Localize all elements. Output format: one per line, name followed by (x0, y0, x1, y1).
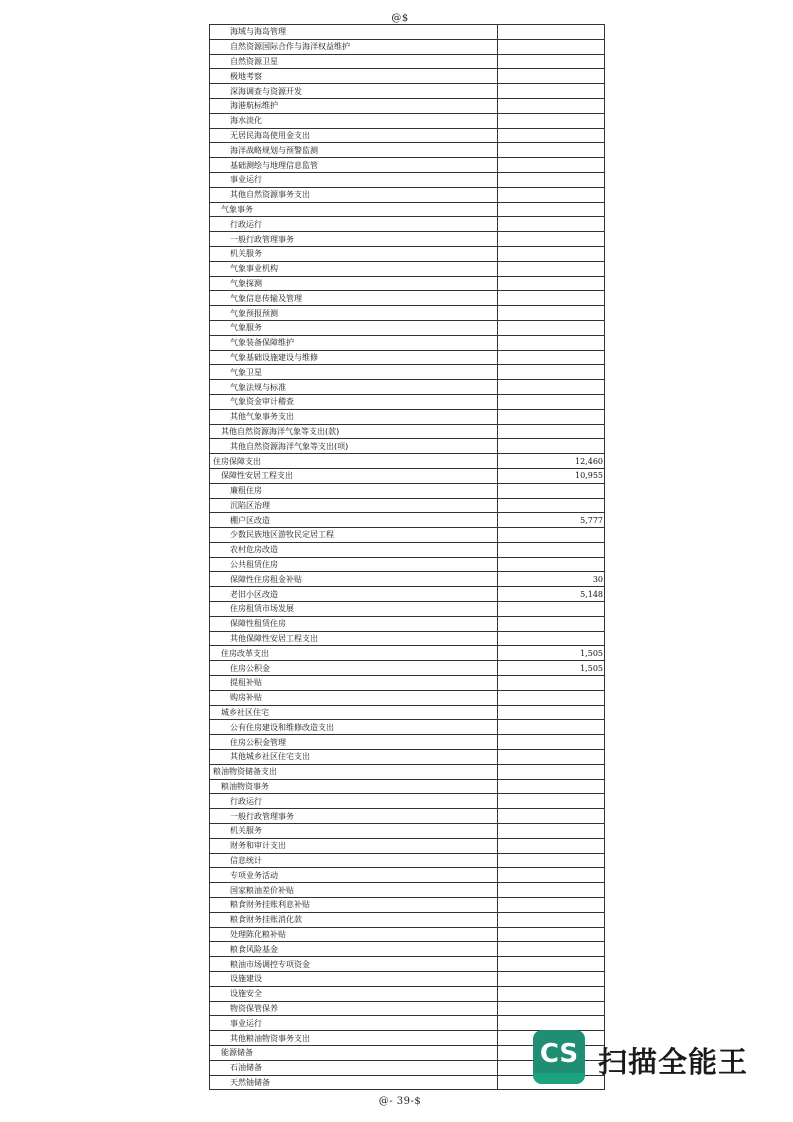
row-amount (498, 365, 605, 380)
row-amount (498, 690, 605, 705)
table-row (210, 468, 605, 483)
row-amount (498, 542, 605, 557)
row-amount (498, 631, 605, 646)
row-amount (498, 720, 605, 735)
page-number: @- 39-$ (378, 1096, 422, 1107)
row-item-name: 处理陈化粮补贴 (210, 927, 498, 942)
table-row (210, 335, 605, 350)
table-row (210, 883, 605, 898)
row-item-name: 财务和审计支出 (210, 838, 498, 853)
row-item-name: 城乡社区住宅 (210, 705, 498, 720)
table-row (210, 809, 605, 824)
row-amount (498, 1016, 605, 1031)
table-row (210, 690, 605, 705)
logo-text: CS (539, 1039, 579, 1069)
table-row (210, 350, 605, 365)
table-row (210, 572, 605, 587)
table-row (210, 513, 605, 528)
row-amount: 30 (498, 572, 605, 587)
row-item-name: 气象预报预测 (210, 306, 498, 321)
table-row (210, 838, 605, 853)
row-amount (498, 557, 605, 572)
row-item-name: 提租补贴 (210, 676, 498, 691)
row-item-name: 无居民海岛使用金支出 (210, 128, 498, 143)
row-item-name: 其他保障性安居工程支出 (210, 631, 498, 646)
row-amount (498, 335, 605, 350)
row-amount (498, 202, 605, 217)
table-row (210, 557, 605, 572)
row-item-name: 粮油物资储备支出 (210, 764, 498, 779)
row-amount (498, 927, 605, 942)
row-item-name: 海域与海岛管理 (210, 25, 498, 40)
row-amount (498, 528, 605, 543)
table-row (210, 942, 605, 957)
row-item-name: 住房公积金管理 (210, 735, 498, 750)
row-item-name: 设施安全 (210, 986, 498, 1001)
row-item-name: 保障性租赁住房 (210, 616, 498, 631)
row-item-name: 极地考察 (210, 69, 498, 84)
row-amount (498, 394, 605, 409)
table-row (210, 113, 605, 128)
table-row (210, 898, 605, 913)
row-amount (498, 676, 605, 691)
table-row (210, 528, 605, 543)
row-item-name: 农村危房改造 (210, 542, 498, 557)
table-row (210, 779, 605, 794)
row-item-name: 行政运行 (210, 217, 498, 232)
table-row (210, 246, 605, 261)
table-row (210, 498, 605, 513)
row-item-name: 沉陷区治理 (210, 498, 498, 513)
row-amount (498, 809, 605, 824)
row-item-name: 粮食财务挂账利息补贴 (210, 898, 498, 913)
row-item-name: 气象卫星 (210, 365, 498, 380)
table-row (210, 824, 605, 839)
table-row (210, 602, 605, 617)
row-item-name: 一般行政管理事务 (210, 232, 498, 247)
table-row (210, 98, 605, 113)
row-amount (498, 779, 605, 794)
row-amount (498, 735, 605, 750)
row-item-name: 海洋战略规划与预警监测 (210, 143, 498, 158)
row-item-name: 海港航标维护 (210, 98, 498, 113)
row-amount (498, 898, 605, 913)
row-item-name: 国家粮油差价补贴 (210, 883, 498, 898)
row-item-name: 天然铀储备 (210, 1075, 498, 1090)
table-row (210, 853, 605, 868)
table-row (210, 54, 605, 69)
table-row (210, 276, 605, 291)
row-amount (498, 986, 605, 1001)
row-item-name: 气象探测 (210, 276, 498, 291)
row-item-name: 物资保管保养 (210, 1001, 498, 1016)
table-body (210, 25, 605, 1090)
row-item-name: 气象事业机构 (210, 261, 498, 276)
table-row (210, 39, 605, 54)
row-item-name: 深海调查与资源开发 (210, 84, 498, 99)
row-amount (498, 54, 605, 69)
row-amount (498, 1001, 605, 1016)
row-item-name: 其他自然资源海洋气象等支出(款) (210, 424, 498, 439)
row-item-name: 廉租住房 (210, 483, 498, 498)
table-row (210, 394, 605, 409)
table-row (210, 661, 605, 676)
table-row (210, 986, 605, 1001)
table-row (210, 187, 605, 202)
row-amount (498, 350, 605, 365)
row-item-name: 住房改革支出 (210, 646, 498, 661)
row-amount (498, 750, 605, 765)
table-row (210, 158, 605, 173)
row-amount: 5,777 (498, 513, 605, 528)
row-amount: 10,955 (498, 468, 605, 483)
row-amount: 1,505 (498, 646, 605, 661)
table-row (210, 1001, 605, 1016)
row-amount (498, 616, 605, 631)
row-item-name: 机关服务 (210, 246, 498, 261)
row-amount (498, 380, 605, 395)
row-item-name: 住房保障支出 (210, 454, 498, 469)
row-amount: 5,148 (498, 587, 605, 602)
row-amount (498, 320, 605, 335)
row-item-name: 机关服务 (210, 824, 498, 839)
table-row (210, 172, 605, 187)
row-amount (498, 306, 605, 321)
table-row (210, 1016, 605, 1031)
row-item-name: 老旧小区改造 (210, 587, 498, 602)
row-item-name: 自然资源国际合作与海洋权益维护 (210, 39, 498, 54)
row-amount (498, 424, 605, 439)
row-amount (498, 942, 605, 957)
row-amount (498, 705, 605, 720)
table-row (210, 454, 605, 469)
row-item-name: 气象资金审计稽查 (210, 394, 498, 409)
table-row (210, 291, 605, 306)
row-item-name: 基础测绘与地理信息监管 (210, 158, 498, 173)
row-item-name: 购房补贴 (210, 690, 498, 705)
row-item-name: 海水淡化 (210, 113, 498, 128)
table-row (210, 676, 605, 691)
table-row (210, 232, 605, 247)
row-item-name: 保障性住房租金补贴 (210, 572, 498, 587)
table-row (210, 705, 605, 720)
table-row (210, 128, 605, 143)
row-item-name: 粮食风险基金 (210, 942, 498, 957)
row-amount (498, 483, 605, 498)
row-item-name: 气象装备保障维护 (210, 335, 498, 350)
table-row (210, 409, 605, 424)
row-amount (498, 187, 605, 202)
row-item-name: 事业运行 (210, 172, 498, 187)
row-item-name: 设施建设 (210, 972, 498, 987)
row-amount (498, 957, 605, 972)
row-item-name: 其他自然资源海洋气象等支出(项) (210, 439, 498, 454)
table-row (210, 972, 605, 987)
row-amount (498, 824, 605, 839)
table-row (210, 69, 605, 84)
row-amount (498, 25, 605, 40)
table-row (210, 764, 605, 779)
budget-expenditure-table (209, 24, 605, 1090)
table-row (210, 424, 605, 439)
row-amount (498, 128, 605, 143)
row-amount (498, 69, 605, 84)
table-row (210, 84, 605, 99)
row-item-name: 住房租赁市场发展 (210, 602, 498, 617)
row-amount (498, 838, 605, 853)
table-row (210, 261, 605, 276)
row-item-name: 一般行政管理事务 (210, 809, 498, 824)
row-item-name: 行政运行 (210, 794, 498, 809)
row-amount (498, 764, 605, 779)
row-item-name: 其他自然资源事务支出 (210, 187, 498, 202)
row-amount (498, 98, 605, 113)
table-row (210, 587, 605, 602)
table-row (210, 306, 605, 321)
row-item-name: 气象服务 (210, 320, 498, 335)
table-row (210, 927, 605, 942)
row-amount (498, 232, 605, 247)
row-amount (498, 972, 605, 987)
row-item-name: 其他气象事务支出 (210, 409, 498, 424)
row-amount (498, 498, 605, 513)
row-amount (498, 84, 605, 99)
row-amount (498, 439, 605, 454)
page-header-mark: @$ (391, 13, 409, 24)
row-item-name: 气象基础设施建设与维修 (210, 350, 498, 365)
table-row (210, 439, 605, 454)
row-amount (498, 158, 605, 173)
table-row (210, 868, 605, 883)
row-item-name: 粮油市场调控专项资金 (210, 957, 498, 972)
row-item-name: 少数民族地区游牧民定居工程 (210, 528, 498, 543)
row-item-name: 住房公积金 (210, 661, 498, 676)
table-row (210, 912, 605, 927)
table-row (210, 646, 605, 661)
table-row (210, 217, 605, 232)
row-item-name: 自然资源卫星 (210, 54, 498, 69)
table-row (210, 25, 605, 40)
table-row (210, 542, 605, 557)
watermark-app-name: 扫描全能王 (598, 1045, 749, 1079)
table-row (210, 365, 605, 380)
row-item-name: 事业运行 (210, 1016, 498, 1031)
logo-stripe (533, 1073, 585, 1084)
row-amount (498, 868, 605, 883)
row-item-name: 公有住房建设和维修改造支出 (210, 720, 498, 735)
row-amount (498, 912, 605, 927)
table-row (210, 720, 605, 735)
table-row (210, 202, 605, 217)
row-item-name: 公共租赁住房 (210, 557, 498, 572)
table-row (210, 616, 605, 631)
row-amount (498, 794, 605, 809)
row-amount (498, 113, 605, 128)
row-amount: 12,460 (498, 454, 605, 469)
table-row (210, 483, 605, 498)
row-amount (498, 39, 605, 54)
row-amount: 1,505 (498, 661, 605, 676)
row-amount (498, 853, 605, 868)
table-row (210, 957, 605, 972)
row-amount (498, 602, 605, 617)
row-amount (498, 143, 605, 158)
row-amount (498, 291, 605, 306)
row-amount (498, 409, 605, 424)
row-item-name: 棚户区改造 (210, 513, 498, 528)
row-item-name: 气象事务 (210, 202, 498, 217)
table-row (210, 143, 605, 158)
row-item-name: 粮食财务挂账消化款 (210, 912, 498, 927)
camscanner-logo-icon (533, 1030, 585, 1084)
row-item-name: 石油储备 (210, 1060, 498, 1075)
row-item-name: 保障性安居工程支出 (210, 468, 498, 483)
row-amount (498, 883, 605, 898)
table-row (210, 631, 605, 646)
table-row (210, 380, 605, 395)
row-item-name: 其他粮油物资事务支出 (210, 1031, 498, 1046)
row-amount (498, 246, 605, 261)
row-item-name: 气象法规与标准 (210, 380, 498, 395)
row-item-name: 专项业务活动 (210, 868, 498, 883)
row-item-name: 能源储备 (210, 1045, 498, 1060)
row-item-name: 其他城乡社区住宅支出 (210, 750, 498, 765)
table-row (210, 794, 605, 809)
row-amount (498, 217, 605, 232)
row-item-name: 气象信息传输及管理 (210, 291, 498, 306)
row-amount (498, 172, 605, 187)
row-amount (498, 261, 605, 276)
table-row (210, 735, 605, 750)
row-item-name: 粮油物资事务 (210, 779, 498, 794)
table-row (210, 320, 605, 335)
table-row (210, 750, 605, 765)
row-amount (498, 276, 605, 291)
row-item-name: 信息统计 (210, 853, 498, 868)
